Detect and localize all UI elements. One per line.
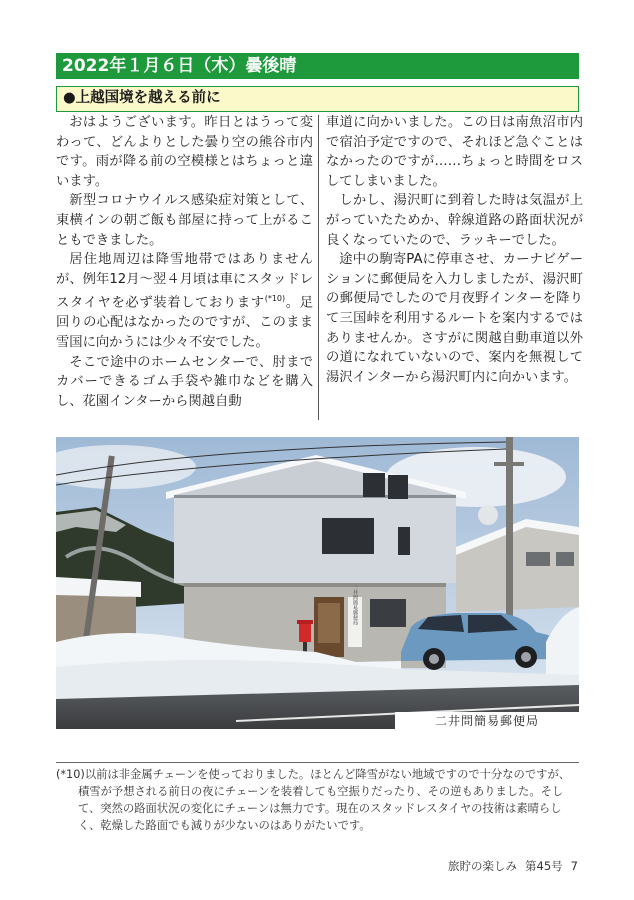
magazine-name: 旅貯の楽しみ xyxy=(448,859,518,873)
footnote xyxy=(56,766,579,834)
photo-caption: 二井問簡易郵便局 xyxy=(395,712,579,731)
paragraph: 新型コロナウイルス感染症対策として、東横インの朝ご飯も部屋に持って上がることもできました。 xyxy=(56,193,313,248)
right-column xyxy=(326,113,583,387)
post-office-sign: 二井問簡易郵便局 xyxy=(352,585,358,625)
footnote-divider xyxy=(56,762,579,763)
paragraph: おはようございます。昨日とはうって変わって、どんよりとした曇り空の熊谷市内です。雨が降る前の空模様とはちょっと違います。 xyxy=(56,115,313,189)
paragraph: しかし、湯沢町に到着した時は気温が上がっていたためか、幹線道路の路面状況が良くなっていたので、ラッキーでした。 xyxy=(326,193,583,248)
date-heading: 2022年１月６日（木）曇後晴 xyxy=(56,53,579,79)
article-body xyxy=(56,113,583,423)
post-office-photo-illustration xyxy=(56,437,579,729)
paragraph: 車道に向かいました。この日は南魚沼市内で宿泊予定ですので、それほど急ぐことはなかったのですが……ちょっと時間をロスしてしまいました。 xyxy=(326,115,583,189)
issue-number: 第45号 xyxy=(525,859,563,873)
post-office-photo xyxy=(56,437,579,729)
paragraph-text: 足回りの心配はなかったのですが、このまま雪国に向かうには少々不安でした。 xyxy=(56,295,314,350)
footnote-ref[interactable]: (*10) xyxy=(264,294,286,304)
paragraph: 途中の駒寄PAに停車させ、カーナビゲーションに郵便局を入力しましたが、湯沢町の郵便局でしたので月夜野インターを降りて三国峠を利用するルートを案内するではありませんか。さすがに関越自動車道以外の道になれていないので、案内を無視して湯沢インターから湯沢町内に向かいます。 xyxy=(326,252,583,385)
left-column xyxy=(56,113,313,411)
footnote-text: (*10)以前は非金属チェーンを使っておりました。ほとんど降雪がない地域ですので十分なのですが、積雪が予想される前日の夜にチェーンを装着しても空振りだったり、その逆もありました。そして、突然の路面状況の変化にチェーンは無力です。現在のスタッドレスタイヤの技術は素晴らしく、乾燥した路面でも減りが少ないのはありがたいです。 xyxy=(56,768,571,832)
paragraph-text: 居住地周辺は降雪地帯ではありませんが、例年12月～翌４月頃は車にスタッドレスタイヤを必ず装着しております xyxy=(56,252,313,311)
column-divider xyxy=(318,115,319,420)
page-number: 7 xyxy=(570,859,578,873)
section-heading: ●上越国境を越える前に xyxy=(56,86,579,112)
paragraph: そこで途中のホームセンターで、肘までカバーできるゴム手袋や雑巾などを購入し、花園インターから関越自動 xyxy=(56,354,313,409)
page-footer xyxy=(440,858,578,874)
paragraph: 居住地周辺は降雪地帯ではありませんが、例年12月～翌４月頃は車にスタッドレスタイヤを必ず装着しております$^{(*10)}$。足回りの心配はなかったのですが、このまま雪国に向かうには少々不安でした。 xyxy=(56,252,314,350)
